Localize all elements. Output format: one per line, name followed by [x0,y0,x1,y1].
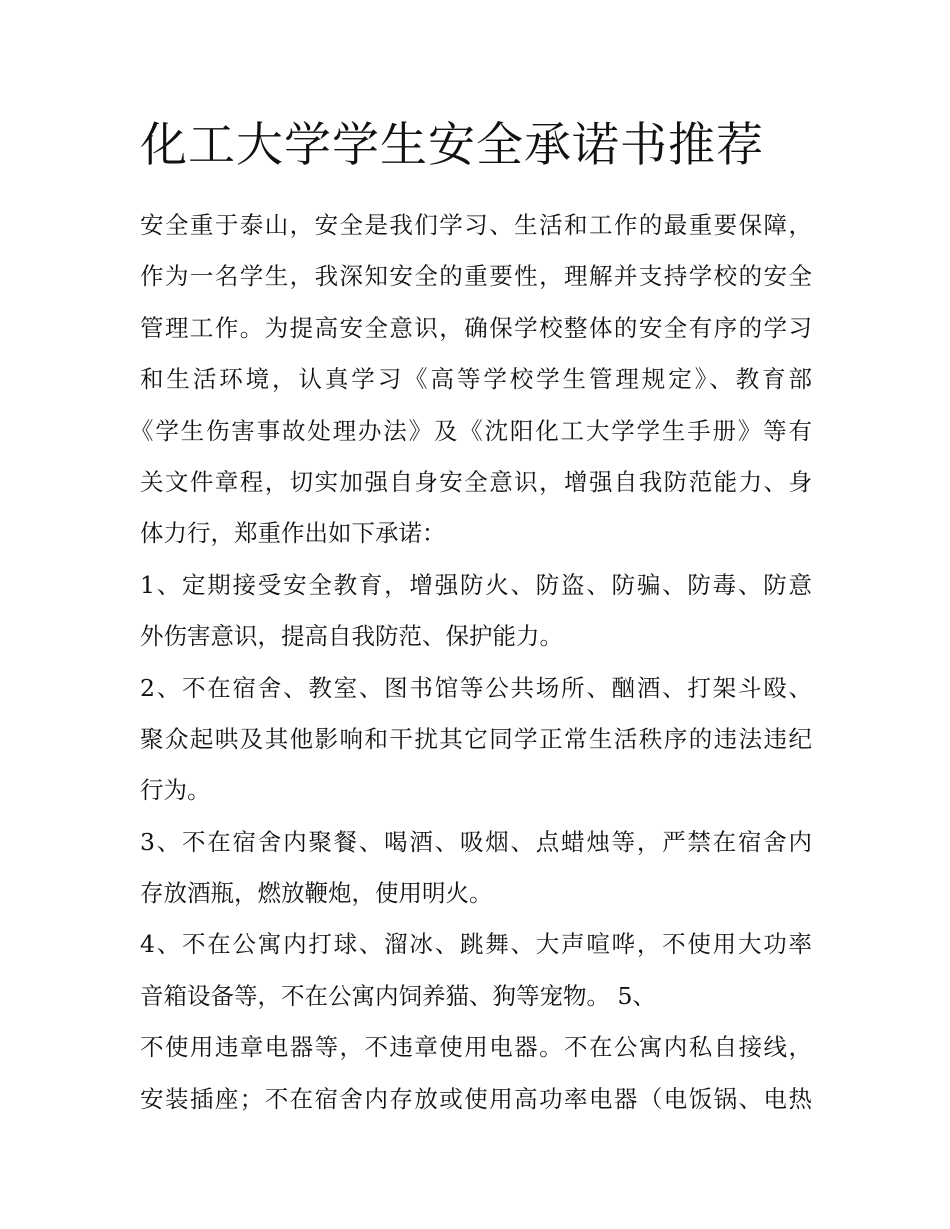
body-line: 1、定期接受安全教育，增强防火、防盗、防骗、防毒、防意 [140,570,812,599]
body-line: 安全重于泰山，安全是我们学习、生活和工作的最重要保障， [140,211,812,239]
document-body [130,200,812,1125]
body-line: 4、不在公寓内打球、溜冰、跳舞、大声喧哗，不使用大功率 [140,930,812,959]
body-line: 音箱设备等，不在公寓内饲养猫、狗等宠物。 5、 [140,981,656,1010]
body-line: 关文件章程，切实加强自身安全意识，增强自我防范能力、身 [140,467,812,496]
body-line: 聚众起哄及其他影响和干扰其它同学正常生活秩序的违法违纪 [140,724,812,753]
body-line: 和生活环境，认真学习《高等学校学生管理规定》、教育部 [140,365,812,394]
body-line: 《学生伤害事故处理办法》及《沈阳化工大学学生手册》等有 [130,416,812,445]
body-line: 2、不在宿舍、教室、图书馆等公共场所、酗酒、打架斗殴、 [140,673,812,702]
body-line: 安装插座；不在宿舍内存放或使用高功率电器（电饭锅、电热 [140,1084,812,1113]
body-line: 行为。 [140,776,211,805]
body-line: 存放酒瓶，燃放鞭炮，使用明火。 [140,879,493,908]
body-line: 作为一名学生，我深知安全的重要性，理解并支持学校的安全 [140,262,812,291]
body-line: 3、不在宿舍内聚餐、喝酒、吸烟、点蜡烛等，严禁在宿舍内 [140,827,812,856]
body-line: 管理工作。为提高安全意识，确保学校整体的安全有序的学习 [140,313,812,342]
body-line: 外伤害意识，提高自我防范、保护能力。 [140,622,563,651]
document-title: 化工大学学生安全承诺书推荐 [140,118,764,173]
body-line: 不使用违章电器等，不违章使用电器。不在公寓内私自接线， [140,1033,812,1062]
body-line: 体力行，郑重作出如下承诺： [140,519,446,548]
